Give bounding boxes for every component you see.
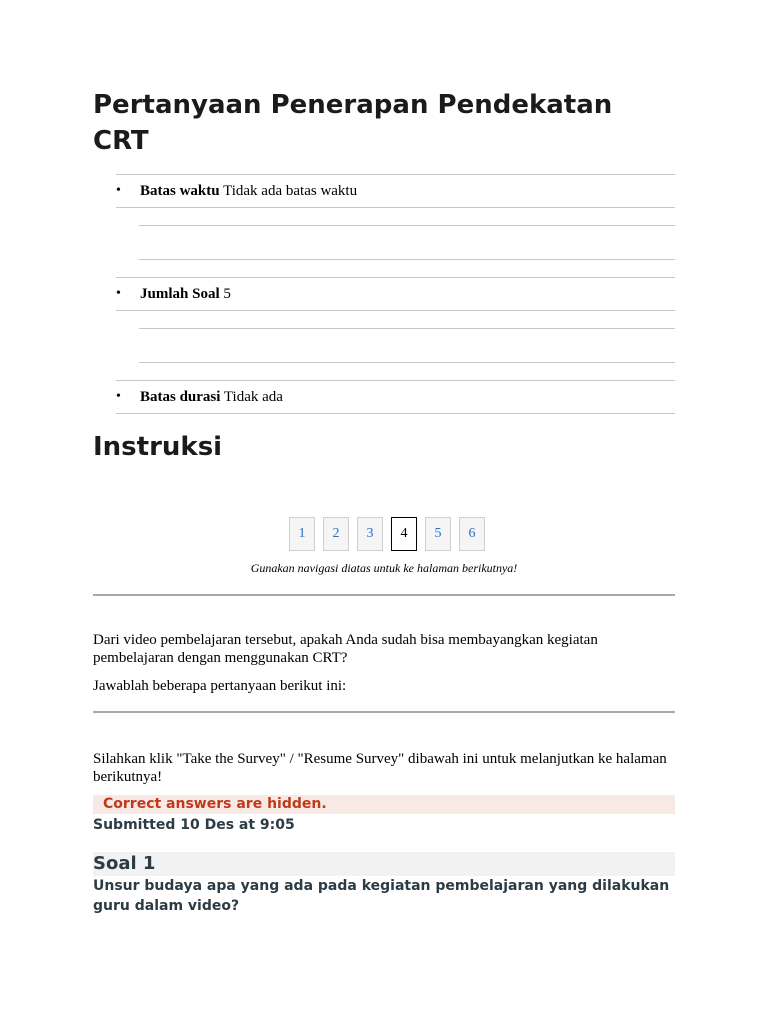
page-button-current[interactable]: 4: [391, 517, 417, 551]
divider: [139, 259, 675, 260]
detail-label: Batas durasi: [140, 389, 221, 405]
instruction-paragraph: Silahkan klik "Take the Survey" / "Resume Survey" dibawah ini untuk melanjutkan ke halaman berikutnya!: [93, 751, 667, 785]
question-heading: Soal 1: [93, 852, 675, 876]
bullet-icon: •: [116, 286, 121, 301]
instructions-heading: Instruksi: [93, 432, 223, 462]
divider: [139, 362, 675, 363]
detail-value: Tidak ada: [223, 389, 283, 405]
detail-value: Tidak ada batas waktu: [223, 183, 358, 199]
horizontal-rule: [93, 711, 675, 713]
question-text: Unsur budaya apa yang ada pada kegiatan pembelajaran yang dilakukan guru dalam video?: [93, 878, 670, 914]
submitted-timestamp: Submitted 10 Des at 9:05: [93, 817, 295, 833]
bullet-icon: •: [116, 183, 121, 198]
divider: [139, 225, 675, 226]
horizontal-rule: [93, 594, 675, 596]
page-button-6[interactable]: 6: [459, 517, 485, 551]
detail-label: Jumlah Soal: [140, 286, 220, 302]
page-button-5[interactable]: 5: [425, 517, 451, 551]
detail-duration-limit: [116, 380, 675, 414]
page-button-3[interactable]: 3: [357, 517, 383, 551]
detail-time-limit: [116, 174, 675, 208]
detail-value: 5: [223, 286, 231, 302]
instruction-paragraph: Jawablah beberapa pertanyaan berikut ini:: [93, 678, 347, 694]
page-button-1[interactable]: 1: [289, 517, 315, 551]
instruction-paragraph: Dari video pembelajaran tersebut, apakah Anda sudah bisa membayangkan kegiatan pembelajaran dengan menggunakan CRT?: [93, 632, 598, 666]
divider: [139, 328, 675, 329]
page-navigation: [289, 517, 493, 551]
detail-label: Batas waktu: [140, 183, 220, 199]
page-button-2[interactable]: 2: [323, 517, 349, 551]
detail-question-count: [116, 277, 675, 311]
answers-hidden-notice: Correct answers are hidden.: [93, 795, 675, 814]
page-title: Pertanyaan Penerapan Pendekatan CRT: [93, 90, 613, 156]
bullet-icon: •: [116, 389, 121, 404]
navigation-hint: Gunakan navigasi diatas untuk ke halaman berikutnya!: [250, 561, 518, 575]
